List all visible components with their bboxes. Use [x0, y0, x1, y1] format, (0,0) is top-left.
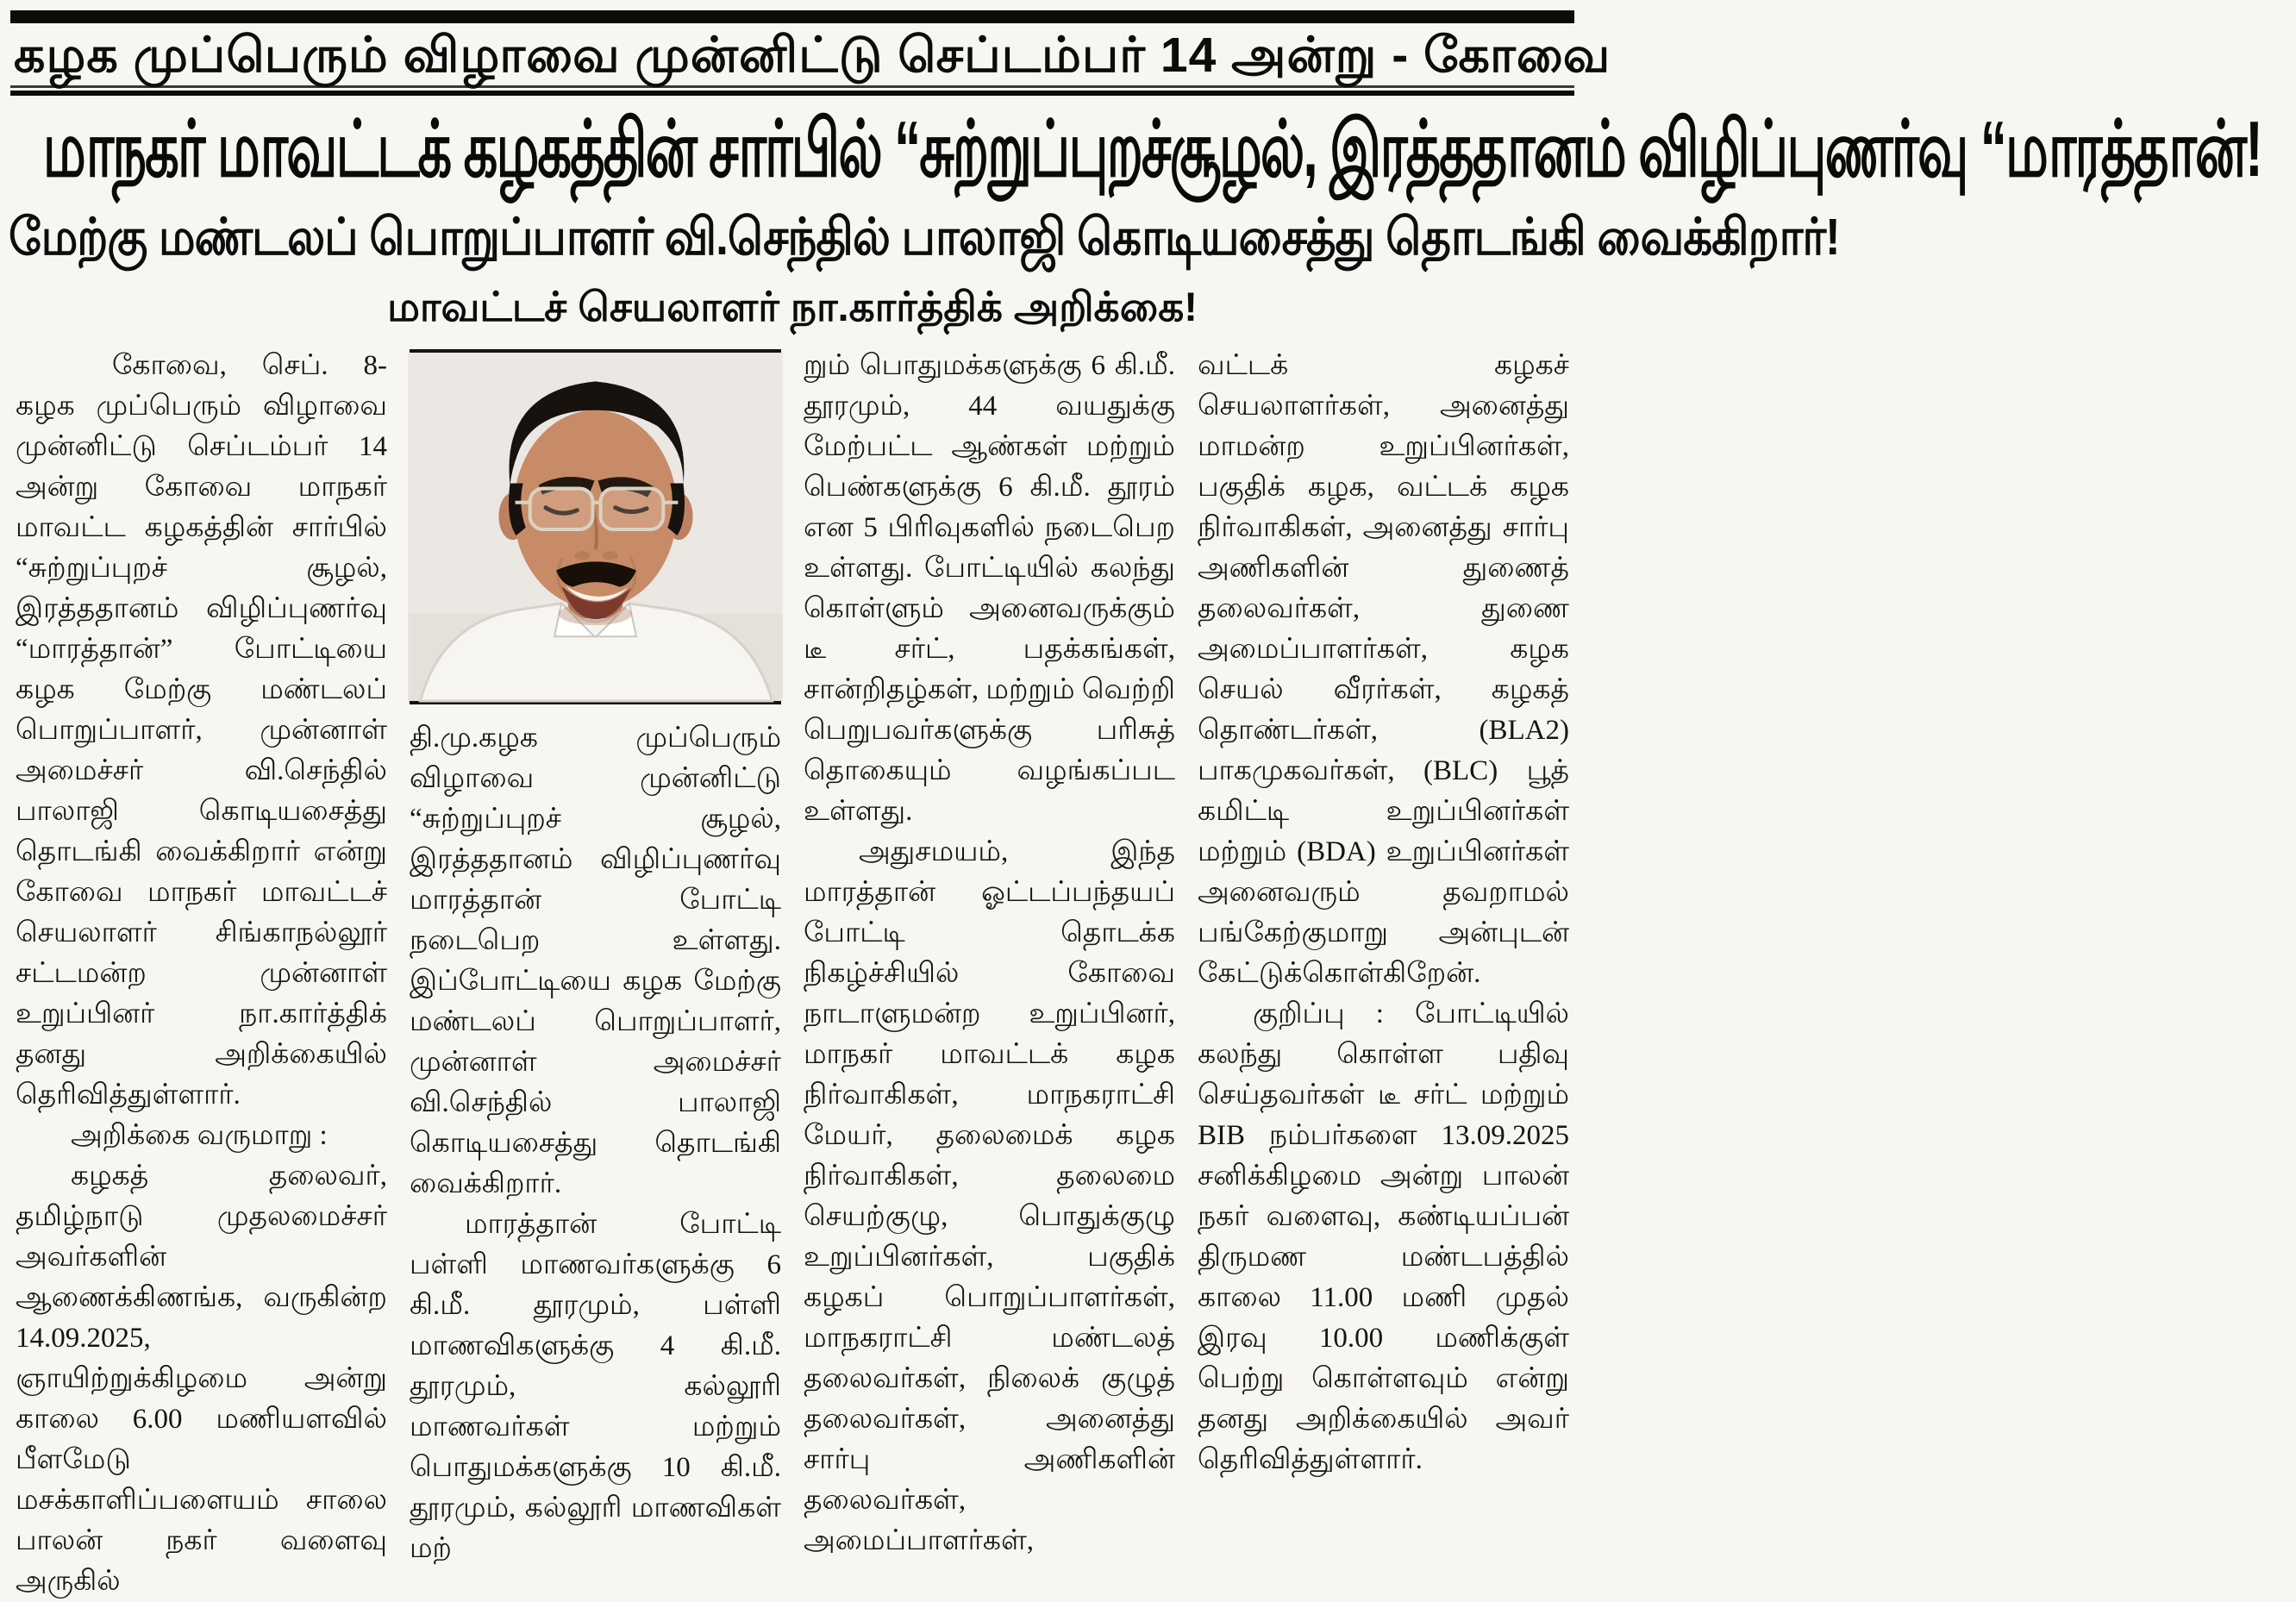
- column-4: [1198, 346, 1569, 1475]
- paragraph: மாரத்தான் போட்டி பள்ளி மாணவர்களுக்கு 6 கி.மீ. தூரமும், பள்ளி மாணவிகளுக்கு 4 கி.மீ. தூரமும், கல்லூரி மாணவர்கள் மற்றும் பொதுமக்களுக்கு 10 கி.மீ. தூரமும், கல்லூரி மாணவிகள் மற்: [410, 1209, 781, 1564]
- paragraph: தி.மு.கழக முப்பெரும் விழாவை முன்னிட்டு “சுற்றுப்புறச் சூழல், இரத்ததானம் விழிப்புணர்வு மாரத்தான் போட்டி நடைபெற உள்ளது. இப்போட்டியை கழக மேற்கு மண்டலப் பொறுப்பாளர், முன்னாள் அமைச்சர் வி.செந்தில் பாலாஜி கொடியசைத்து தொடங்கி வைக்கிறார்.: [410, 723, 781, 1199]
- column-3: [804, 346, 1175, 1556]
- headline-main-text: மாநகர் மாவட்டக் கழகத்தின் சார்பில் “சுற்றுப்புறச்சூழல், இரத்ததானம் விழிப்புணர்வு “மாரத்தான்!: [42, 104, 2262, 194]
- paragraph: அதுசமயம், இந்த மாரத்தான் ஓட்டப்பந்தயப் போட்டி தொடக்க நிகழ்ச்சியில் கோவை நாடாளுமன்ற உறுப்பினர், மாநகர் மாவட்டக் கழக நிர்வாகிகள், மாநகராட்சி மேயர், தலைமைக் கழக நிர்வாகிகள், தலைமை செயற்குழு, பொதுக்குழு உறுப்பினர்கள், பகுதிக் கழகப் பொறுப்பாளர்கள், மாநகராட்சி மண்டலத் தலைவர்கள், நிலைக் குழுத் தலைவர்கள், அனைத்து சார்பு அணிகளின் தலைவர்கள், அமைப்பாளர்கள்,: [804, 836, 1175, 1556]
- top-rule: [10, 10, 1574, 23]
- column-2: [410, 346, 781, 1564]
- headline-sub-text: மேற்கு மண்டலப் பொறுப்பாளர் வி.செந்தில் பாலாஜி கொடியசைத்து தொடங்கி வைக்கிறார்!: [9, 209, 1840, 266]
- portrait-photo: [410, 349, 781, 704]
- headline-divider: [10, 85, 1574, 96]
- headline-byline: மாவட்டச் செயலாளர் நா.கார்த்திக் அறிக்கை!: [387, 284, 1198, 329]
- portrait-illustration: [413, 353, 778, 701]
- headline-main: [9, 103, 2262, 199]
- headline-sub: [9, 206, 1840, 278]
- paragraph: வட்டக் கழகச் செயலாளர்கள், அனைத்து மாமன்ற உறுப்பினர்கள், பகுதிக் கழக, வட்டக் கழக நிர்வாகிகள், அனைத்து சார்பு அணிகளின் துணைத் தலைவர்கள், துணை அமைப்பாளர்கள், கழக செயல் வீரர்கள், கழகத் தொண்டர்கள், (BLA2) பாகமுகவர்கள், (BLC) பூத் கமிட்டி உறுப்பினர்கள் மற்றும் (BDA) உறுப்பினர்கள் அனைவரும் தவறாமல் பங்கேற்குமாறு அன்புடன் கேட்டுக்கொள்கிறேன்.: [1198, 350, 1569, 989]
- headline-kicker: கழக முப்பெரும் விழாவை முன்னிட்டு செப்டம்பர் 14 அன்று - கோவை: [14, 28, 1611, 83]
- paragraph: றும் பொதுமக்களுக்கு 6 கி.மீ. தூரமும், 44 வயதுக்கு மேற்பட்ட ஆண்கள் மற்றும் பெண்களுக்கு 6 கி.மீ. தூரம் என 5 பிரிவுகளில் நடைபெற உள்ளது. போட்டியில் கலந்து கொள்ளும் அனைவருக்கும் டீ சர்ட், பதக்கங்கள், சான்றிதழ்கள், மற்றும் வெற்றி பெறுபவர்களுக்கு பரிசுத் தொகையும் வழங்கப்பட உள்ளது.: [804, 350, 1175, 827]
- paragraph-dateline: கோவை, செப். 8- கழக முப்பெரும் விழாவை முன்னிட்டு செப்டம்பர் 14 அன்று கோவை மாநகர் மாவட்ட கழகத்தின் சார்பில் “சுற்றுப்புறச் சூழல், இரத்ததானம் விழிப்புணர்வு “மாரத்தான்” போட்டியை கழக மேற்கு மண்டலப் பொறுப்பாளர், முன்னாள் அமைச்சர் வி.செந்தில் பாலாஜி கொடியசைத்து தொடங்கி வைக்கிறார் என்று கோவை மாநகர் மாவட்டச் செயலாளர் சிங்காநல்லூர் சட்டமன்ற முன்னாள் உறுப்பினர் நா.கார்த்திக் தனது அறிக்கையில் தெரிவித்துள்ளார்.: [16, 350, 387, 1111]
- paragraph: அறிக்கை வருமாறு :: [71, 1120, 328, 1151]
- article-body: [9, 346, 1576, 1597]
- column-1: [16, 346, 387, 1597]
- divider-thick-line: [10, 91, 1574, 96]
- paragraph: கழகத் தலைவர், தமிழ்நாடு முதலமைச்சர் அவர்களின் ஆணைக்கிணங்க, வருகின்ற 14.09.2025, ஞாயிற்றுக்கிழமை அன்று காலை 6.00 மணியளவில் பீளமேடு மசக்காளிப்பளையம் சாலை பாலன் நகர் வளைவு அருகில்: [16, 1161, 387, 1597]
- divider-thin-line: [10, 85, 1574, 88]
- paragraph: குறிப்பு : போட்டியில் கலந்து கொள்ள பதிவு செய்தவர்கள் டீ சர்ட் மற்றும் BIB நம்பர்களை 13.09.2025 சனிக்கிழமை அன்று பாலன் நகர் வளைவு, கண்டியப்பன் திருமண மண்டபத்தில் காலை 11.00 மணி முதல் இரவு 10.00 மணிக்குள் பெற்று கொள்ளவும் என்று தனது அறிக்கையில் அவர் தெரிவித்துள்ளார்.: [1198, 998, 1569, 1475]
